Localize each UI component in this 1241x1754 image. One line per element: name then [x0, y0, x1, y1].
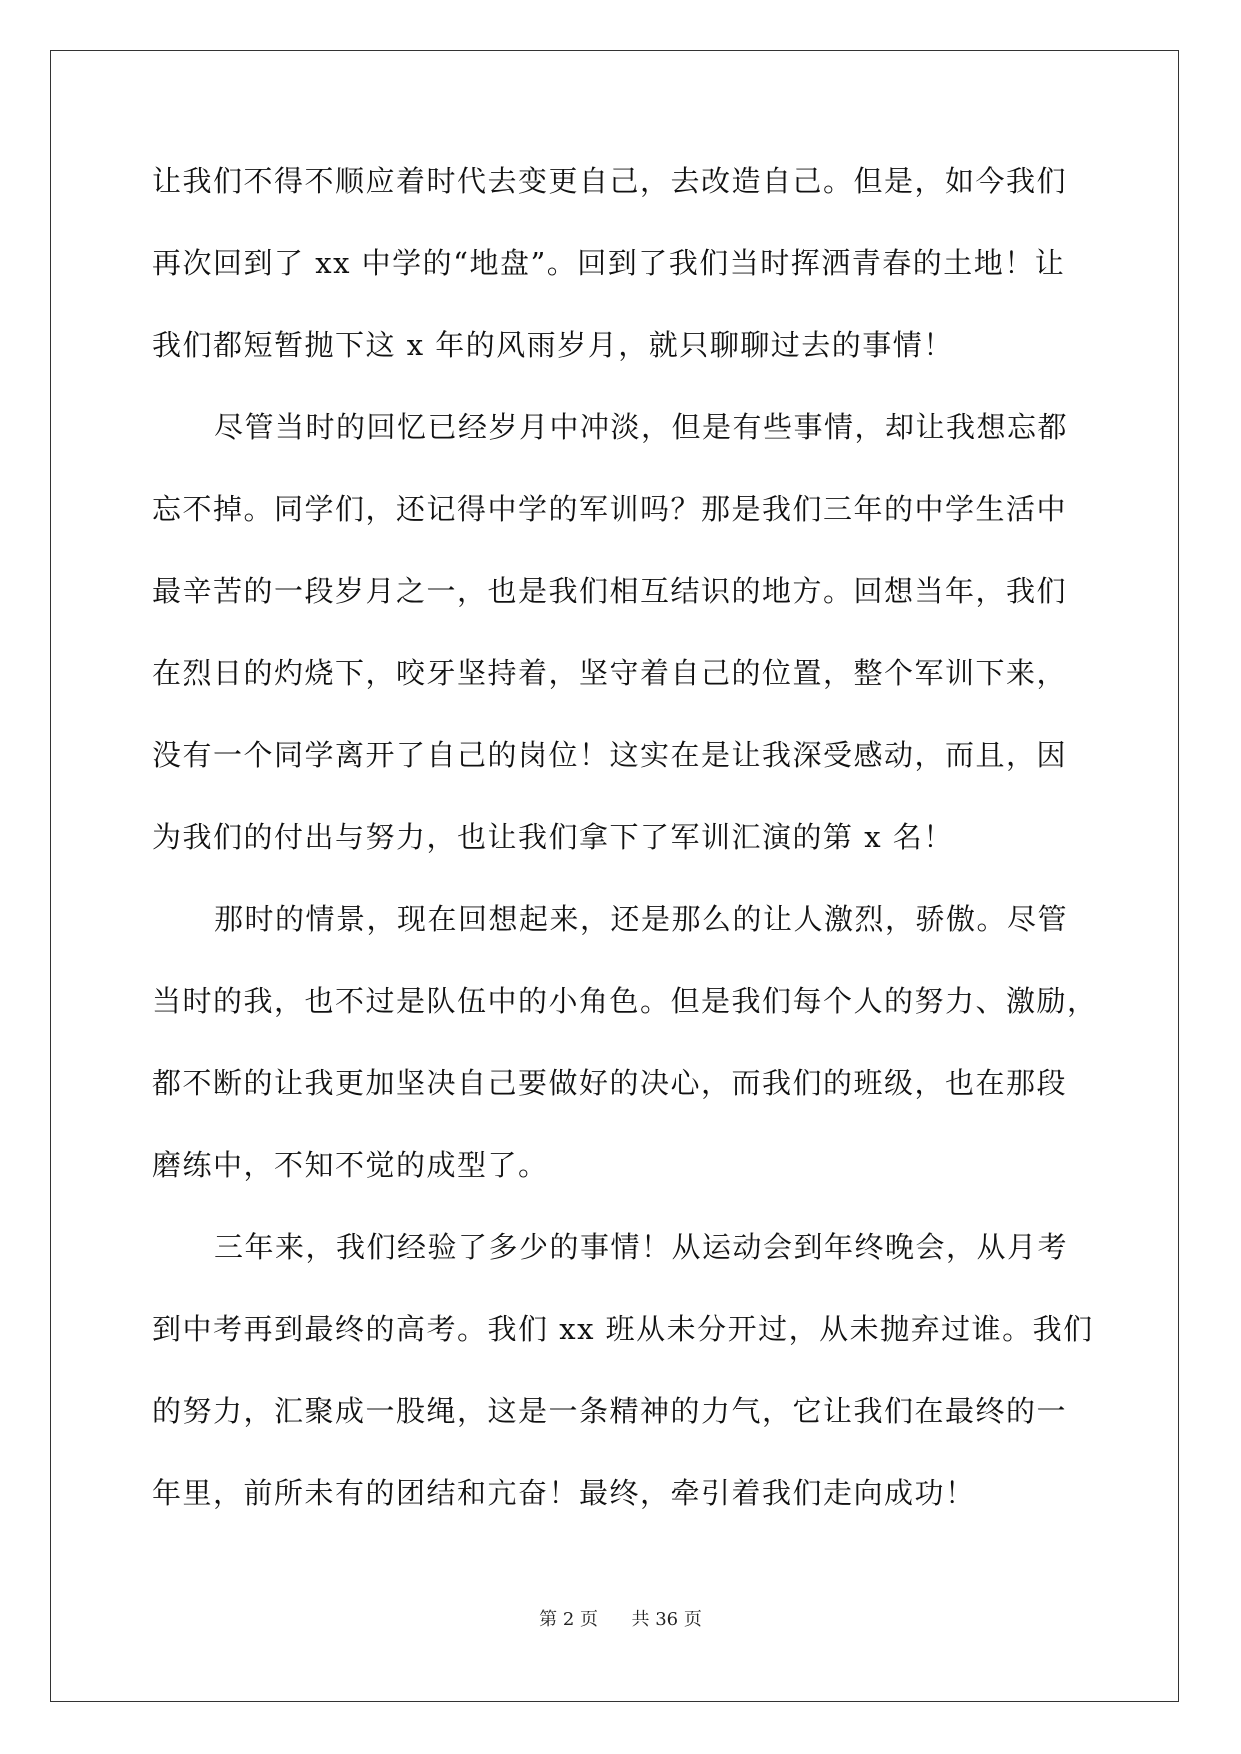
document-body [152, 155, 1098, 1549]
page-total: 共 36 页 [631, 1609, 702, 1630]
text-line: 当时的我，也不过是队伍中的小角色。但是我们每个人的努力、激励， [152, 984, 1098, 1018]
text-line: 磨练中，不知不觉的成型了。 [152, 1148, 549, 1182]
text-line: 忘不掉。同学们，还记得中学的军训吗？那是我们三年的中学生活中 [152, 492, 1068, 526]
page-number: 第 2 页 [539, 1609, 599, 1630]
text-line: 到中考再到最终的高考。我们 xx 班从未分开过，从未抛弃过谁。我们 [152, 1312, 1094, 1346]
text-line: 最辛苦的一段岁月之一，也是我们相互结识的地方。回想当年，我们 [152, 574, 1068, 608]
text-line: 再次回到了 xx 中学的“地盘”。回到了我们当时挥洒青春的土地！让 [152, 246, 1066, 280]
text-line: 都不断的让我更加坚决自己要做好的决心，而我们的班级，也在那段 [152, 1066, 1068, 1100]
text-line: 在烈日的灼烧下，咬牙坚持着，坚守着自己的位置，整个军训下来， [152, 656, 1068, 690]
text-line: 的努力，汇聚成一股绳，这是一条精神的力气，它让我们在最终的一 [152, 1394, 1068, 1428]
text-line: 为我们的付出与努力，也让我们拿下了军训汇演的第 x 名！ [152, 820, 954, 854]
text-line: 我们都短暂抛下这 x 年的风雨岁月，就只聊聊过去的事情！ [152, 328, 954, 362]
text-line: 年里，前所未有的团结和亢奋！最终，牵引着我们走向成功！ [152, 1476, 976, 1510]
text-line: 尽管当时的回忆已经岁月中冲淡，但是有些事情，却让我想忘都 [214, 410, 1069, 444]
text-line: 三年来，我们经验了多少的事情！从运动会到年终晚会，从月考 [214, 1230, 1069, 1264]
text-line: 那时的情景，现在回想起来，还是那么的让人激烈，骄傲。尽管 [214, 902, 1069, 936]
text-line: 让我们不得不顺应着时代去变更自己，去改造自己。但是，如今我们 [152, 164, 1068, 198]
page-footer [0, 1605, 1241, 1631]
text-line: 没有一个同学离开了自己的岗位！这实在是让我深受感动，而且，因 [152, 738, 1068, 772]
